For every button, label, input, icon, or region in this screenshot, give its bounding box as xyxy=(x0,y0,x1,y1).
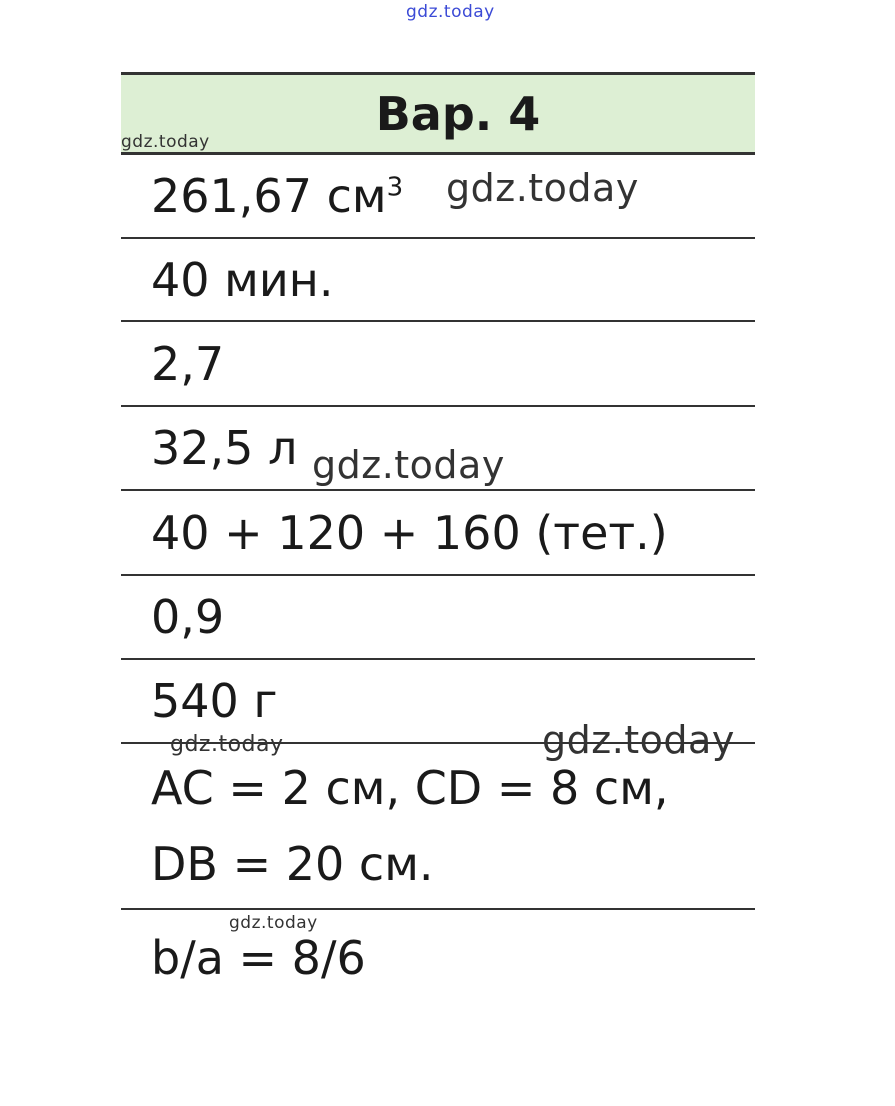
answer-9: b/a = 8/6 xyxy=(151,931,366,985)
answer-row-2 xyxy=(121,239,755,322)
answer-table xyxy=(121,72,755,1006)
watermark-row-7-left: gdz.today xyxy=(170,732,284,757)
watermark-row-4: gdz.today xyxy=(312,443,505,487)
answer-row-8 xyxy=(121,744,755,910)
answer-row-9 xyxy=(121,910,755,1006)
answer-row-3 xyxy=(121,322,755,407)
answer-5: 40 + 120 + 160 (тет.) xyxy=(151,505,668,560)
answer-row-6 xyxy=(121,576,755,660)
answer-row-5 xyxy=(121,491,755,576)
watermark-top: gdz.today xyxy=(406,2,495,22)
variant-title: Вар. 4 xyxy=(375,86,541,141)
answer-2: 40 мин. xyxy=(151,252,334,307)
watermark-header-left: gdz.today xyxy=(121,132,210,152)
answer-8-line-2: DB = 20 см. xyxy=(151,837,434,891)
answer-row-1 xyxy=(121,155,755,239)
answer-4: 32,5 л xyxy=(151,421,298,475)
answer-1-exponent: 3 xyxy=(386,172,404,203)
answer-7: 540 г xyxy=(151,674,278,728)
answer-8-line-1: AC = 2 см, CD = 8 см, xyxy=(151,761,669,815)
answer-3: 2,7 xyxy=(151,336,225,391)
answer-1: 261,67 $см^3$ xyxy=(151,169,404,223)
watermark-row-9: gdz.today xyxy=(229,913,318,933)
watermark-row-7-right: gdz.today xyxy=(542,718,735,762)
table-header xyxy=(121,72,755,155)
watermark-row-1: gdz.today xyxy=(446,166,639,210)
answer-6: 0,9 xyxy=(151,590,225,644)
